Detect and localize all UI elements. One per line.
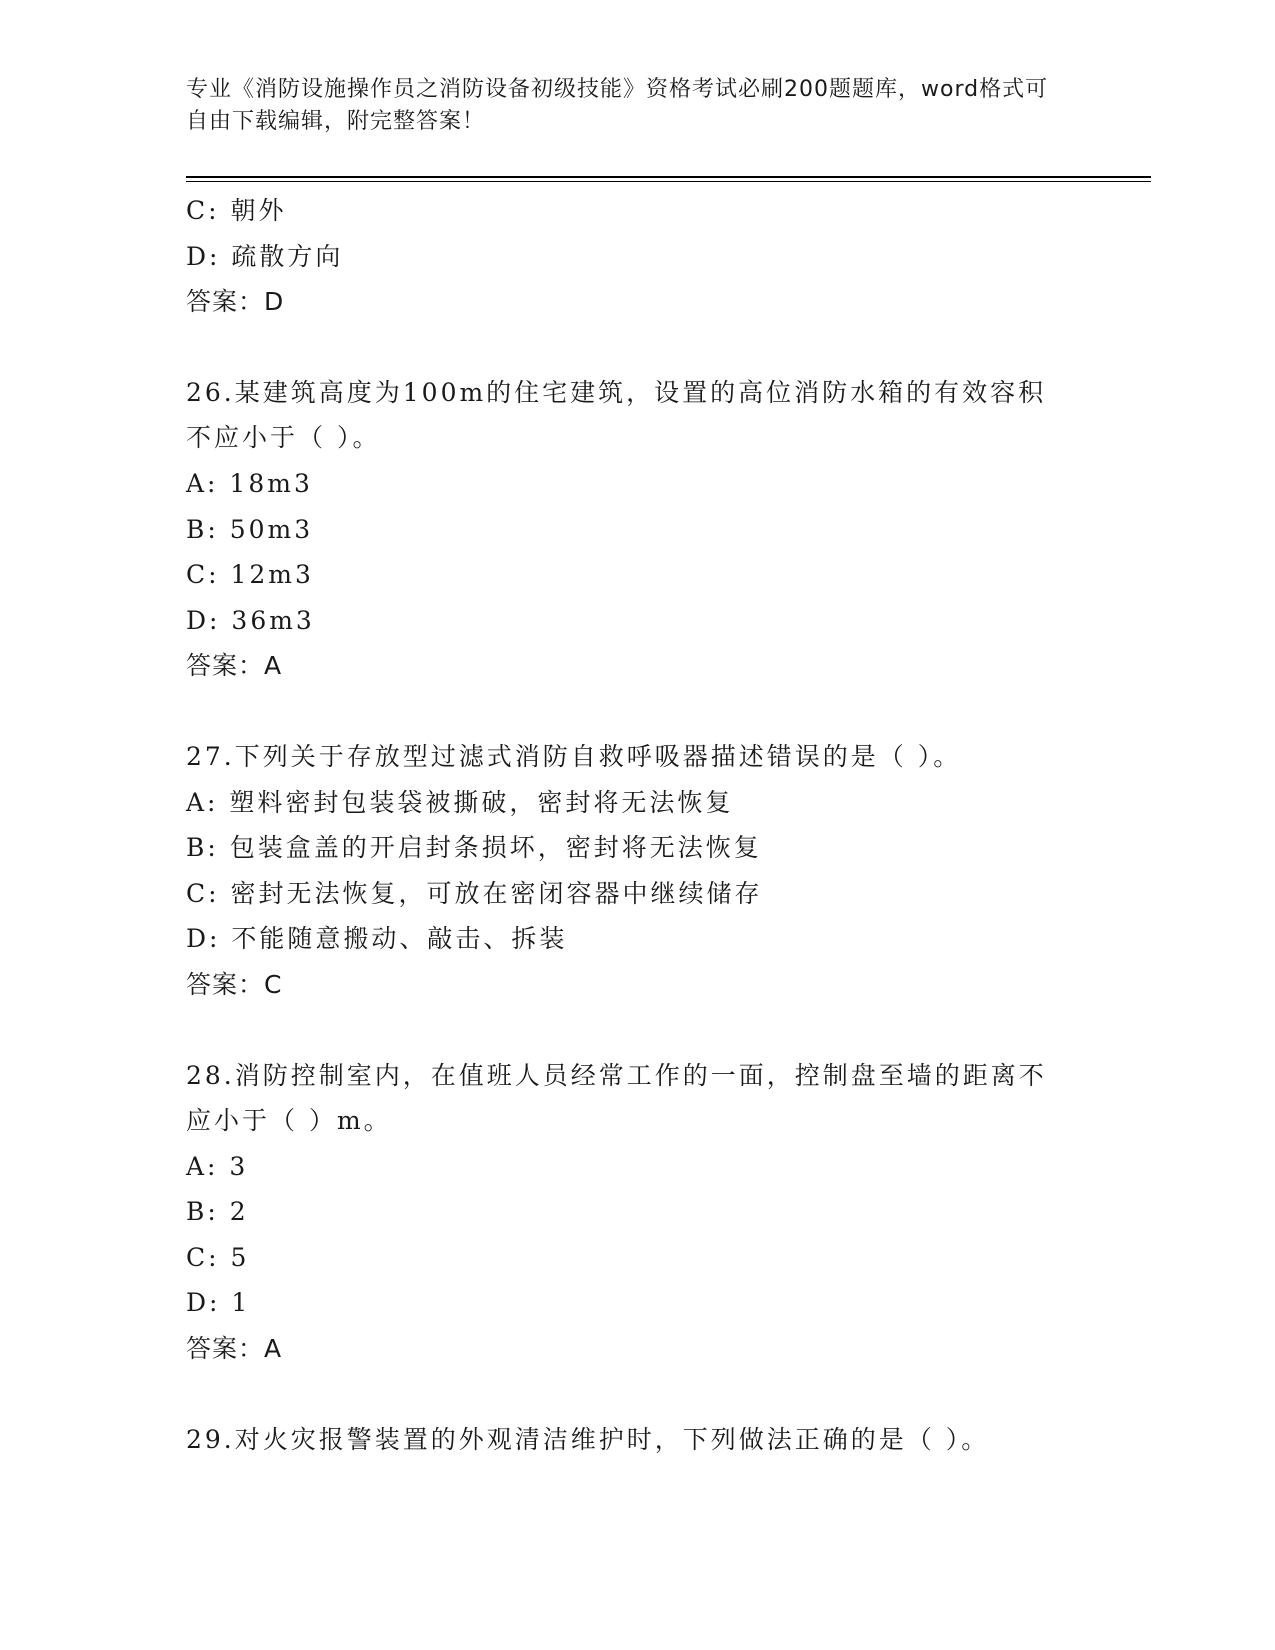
question-list	[186, 188, 1086, 1462]
question-27	[186, 734, 1066, 1008]
option-d: D: 不能随意搬动、敲击、拆装	[186, 924, 568, 954]
option-c: C: 5	[186, 1242, 250, 1272]
option-d: D: 1	[186, 1288, 251, 1318]
question-stem: 26.某建筑高度为100m的住宅建筑，设置的高位消防水箱的有效容积不应小于（ ）。	[186, 377, 1047, 453]
header-rule-thick	[186, 176, 1151, 178]
option-c: C: 12m3	[186, 560, 314, 590]
option-a: A: 塑料密封包装袋被撕破，密封将无法恢复	[186, 787, 734, 817]
option-b: B: 50m3	[186, 514, 314, 544]
option-c: C: 密封无法恢复，可放在密闭容器中继续储存	[186, 878, 763, 908]
document-header: 专业《消防设施操作员之消防设备初级技能》资格考试必刷200题题库，word格式可自由下载编辑，附完整答案！	[186, 77, 1049, 134]
option-a: A: 3	[186, 1151, 249, 1181]
question-stem: 27.下列关于存放型过滤式消防自救呼吸器描述错误的是（ ）。	[186, 741, 962, 771]
answer-line: 答案：C	[186, 969, 283, 999]
question-26	[186, 370, 1066, 689]
answer-line: 答案：A	[186, 651, 283, 681]
question-28	[186, 1053, 1066, 1372]
question-stem: 29.对火灾报警装置的外观清洁维护时，下列做法正确的是（ ）。	[186, 1424, 990, 1454]
option-b: B: 2	[186, 1197, 249, 1227]
header-rule-thin	[186, 181, 1151, 182]
option-c: C: 朝外	[186, 196, 287, 225]
answer-line: 答案：D	[186, 287, 285, 317]
answer-line: 答案：A	[186, 1334, 283, 1364]
option-b: B: 包装盒盖的开启封条损坏，密封将无法恢复	[186, 833, 762, 863]
question-29	[186, 1417, 1066, 1463]
option-a: A: 18m3	[186, 468, 313, 498]
question-stem: 28.消防控制室内，在值班人员经常工作的一面，控制盘至墙的距离不应小于（ ）m。	[186, 1060, 1047, 1136]
continued-question	[186, 188, 1086, 325]
option-d: D: 36m3	[186, 605, 315, 635]
option-d: D: 疏散方向	[186, 241, 344, 271]
